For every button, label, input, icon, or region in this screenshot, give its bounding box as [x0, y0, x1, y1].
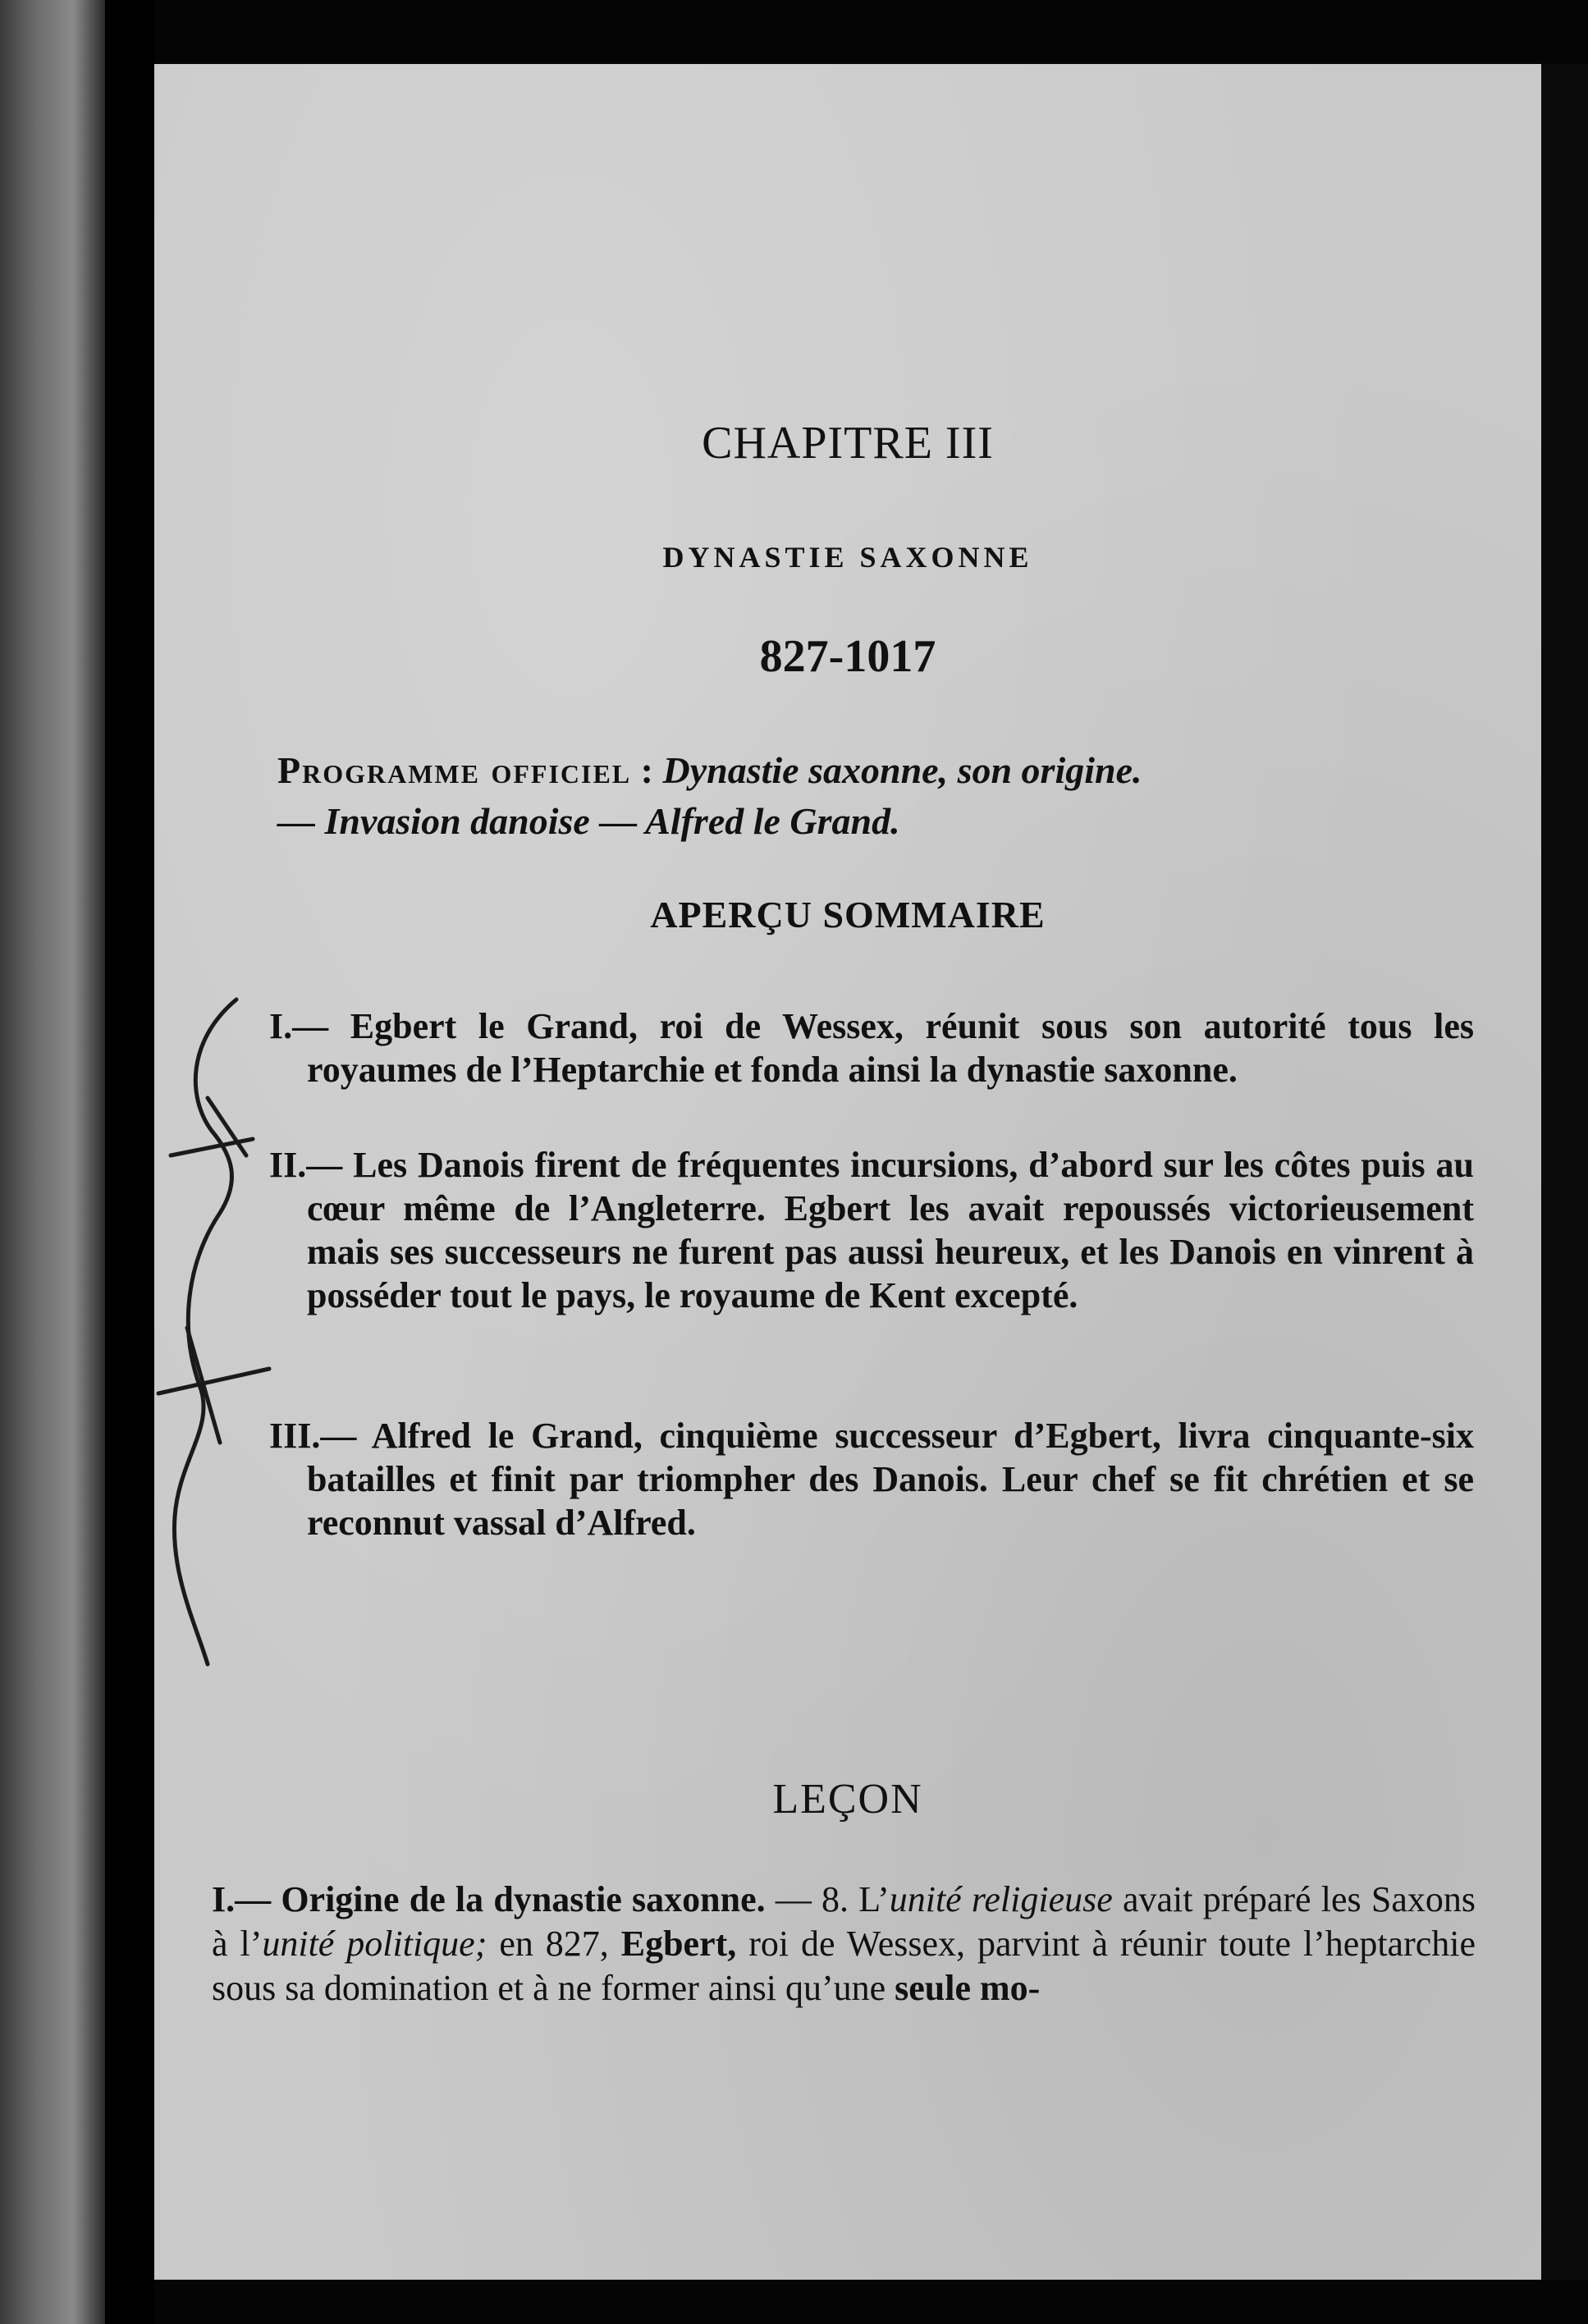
chapter-subtitle: DYNASTIE SAXONNE	[662, 541, 1033, 574]
programme-text-line2: — Invasion danoise — Alfred le Grand.	[277, 800, 900, 842]
summary-item-number: III.	[269, 1416, 321, 1456]
summary-item-text: — Alfred le Grand, cinquième successeur d’Egbert, livra cinquante-six batailles et finit par triompher des Danois. Leur chef se fit chrétien et se reconnut vassal d’Alfred.	[307, 1416, 1474, 1543]
lesson-heading: — Origine de la dynastie saxonne.	[235, 1879, 766, 1919]
official-programme	[277, 745, 1484, 847]
lesson-number: I.	[212, 1879, 236, 1919]
summary-item-text: — Egbert le Grand, roi de Wessex, réunit sous son autorité tous les royaumes de l’Heptarchie et fonda ainsi la dynastie saxonne.	[292, 1006, 1474, 1090]
lesson-text: avait préparé les Saxons à l’	[212, 1879, 1476, 1964]
book-gutter	[105, 0, 154, 2324]
summary-item-3	[269, 1414, 1474, 1544]
chapter-title: CHAPITRE III	[702, 418, 994, 469]
programme-label: Programme officiel	[277, 749, 632, 791]
margin-cross-2	[158, 1328, 269, 1443]
lesson-name: Egbert,	[620, 1924, 737, 1964]
summary-item-number: II.	[269, 1145, 307, 1185]
summary-title: APERÇU SOMMAIRE	[650, 894, 1046, 936]
scan-border	[1541, 64, 1588, 2280]
adjacent-page-edge	[0, 0, 105, 2324]
chapter-dates: 827-1017	[759, 631, 936, 682]
margin-cross-1	[171, 1098, 253, 1155]
summary-item-2	[269, 1143, 1474, 1317]
lesson-text: en 827,	[487, 1924, 621, 1964]
lesson-emphasis: unité politique;	[262, 1924, 487, 1964]
lesson-text: roi de Wessex, parvint à réunir toute l’heptarchie sous sa domination et à ne former ainsi qu’une	[212, 1924, 1476, 2008]
summary-item-number: I.	[269, 1006, 293, 1046]
lesson-paragraph	[212, 1878, 1476, 2011]
lesson-text: — 8. L’	[765, 1879, 890, 1919]
lesson-emphasis: unité religieuse	[889, 1879, 1113, 1919]
programme-text-line1: Dynastie saxonne, son origine.	[662, 749, 1142, 791]
book-page	[154, 64, 1541, 2280]
lesson-title: LEÇON	[772, 1776, 923, 1823]
summary-item-1	[269, 1004, 1474, 1091]
lesson-bold-end: seule mo-	[895, 1968, 1041, 2008]
margin-bracket-upper	[174, 1000, 236, 1664]
programme-separator: :	[631, 749, 663, 791]
summary-item-text: — Les Danois firent de fréquentes incursions, d’abord sur les côtes puis au cœur même de l’Angleterre. Egbert les avait repoussés victorieusement mais ses successeurs ne furent pas aussi heureux, et les Danois en vinrent à posséder tout le pays, le royaume de Kent excepté.	[306, 1145, 1474, 1315]
